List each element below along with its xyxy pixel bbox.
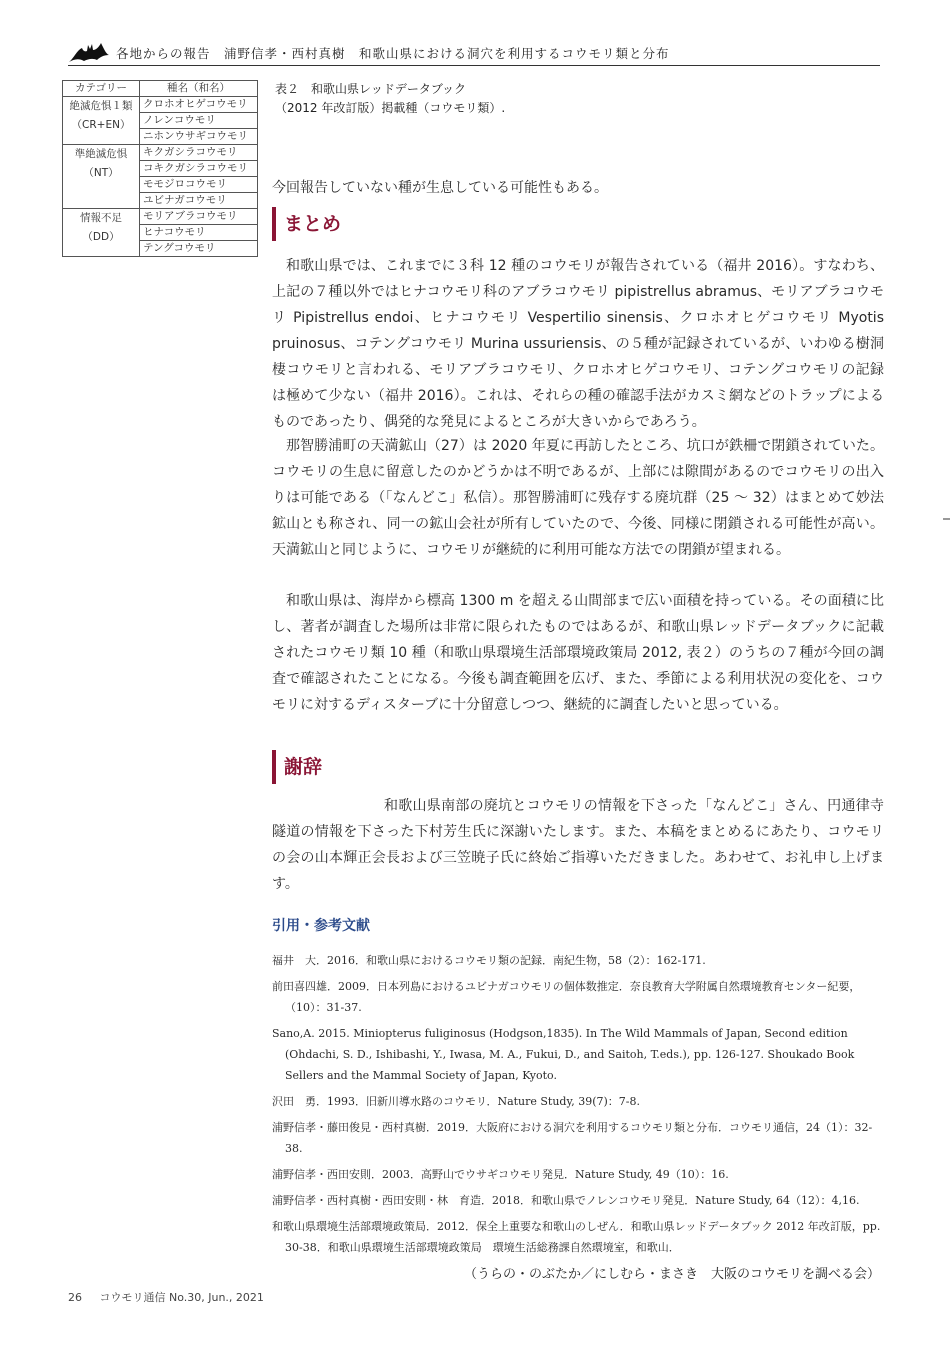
- category-cell: [63, 97, 140, 145]
- summary-paragraph: 那智勝浦町の天満鉱山（27）は 2020 年夏に再訪したところ、坑口が鉄柵で閉鎖されていた。コウモリの生息に留意したのかどうかは不明であるが、上部には隙間があるのでコウモリの出入りは可能である（「なんどこ」私信）。那智勝浦町に残存する廃坑群（25 ～ 32）はまとめて妙法鉱山とも称され、同一の鉱山会社が所有していたので、今後、同様に閉鎖される可能性が高い。天満鉱山と同じように、コウモリが継続的に利用可能な方法での閉鎖が望まれる。: [272, 438, 884, 558]
- intro-line: 今回報告していない種が生息している可能性もある。: [272, 180, 608, 196]
- journal-info: コウモリ通信 No.30, Jun., 2021: [99, 1291, 264, 1304]
- species-cell: ヒナコウモリ: [140, 225, 258, 241]
- category-cell: [63, 209, 140, 257]
- category-code: （CR+EN）: [71, 119, 131, 131]
- page-footer: [68, 1289, 278, 1305]
- caption-line: 表２ 和歌山県レッドデータブック: [275, 82, 467, 96]
- species-cell: モモジロコウモリ: [140, 177, 258, 193]
- reference-item: Sano,A. 2015. Miniopterus fuliginosus (Hodgson,1835). In The Wild Mammals of Japan, Second edition (Ohdachi, S. D., Ishibashi, Y., Iwasa, M. A., Fukui, D., and Saitoh, T.eds.), pp. 126-127. Shoukado Book Sellers and the Mammal Society of Japan, Kyoto.: [272, 1027, 855, 1082]
- reference-item: 浦野信孝・藤田俊見・西村真樹．2019．大阪府における洞穴を利用するコウモリ類と分布．コウモリ通信，24（1）：32-38.: [272, 1121, 873, 1155]
- section-heading-summary: まとめ: [272, 207, 341, 241]
- category-name: 情報不足: [80, 212, 122, 224]
- table-row: [63, 145, 258, 161]
- bat-icon: [68, 40, 110, 64]
- species-cell: ユビナガコウモリ: [140, 193, 258, 209]
- header-rule: [68, 65, 880, 66]
- table-caption: [275, 80, 505, 118]
- reference-item: 浦野信孝・西村真樹・西田安則・林 育造．2018．和歌山県でノレンコウモリ発見．Nature Study, 64（12）：4,16.: [272, 1194, 860, 1207]
- table-row: [63, 97, 258, 113]
- species-cell: コキクガシラコウモリ: [140, 161, 258, 177]
- author-affiliation: （うらの・のぶたか／にしむら・まさき 大阪のコウモリを調べる会）: [463, 1267, 880, 1282]
- category-name: 準絶滅危惧: [74, 148, 128, 160]
- table-head-category: カテゴリー: [63, 81, 140, 97]
- reference-item: 沢田 勇．1993．旧新川導水路のコウモリ．Nature Study, 39(7)：7-8.: [272, 1095, 641, 1108]
- references-heading: 引用・参考文献: [272, 918, 370, 934]
- caption-line: （2012 年改訂版）掲載種（コウモリ類）.: [275, 101, 506, 115]
- reference-item: 和歌山県環境生活部環境政策局．2012．保全上重要な和歌山のしぜん．和歌山県レッドデータブック 2012 年改訂版，pp. 30-38．和歌山県環境生活部環境政策局 環境生活総務課自然環境室，和歌山．: [272, 1220, 881, 1254]
- page-number: 26: [68, 1291, 82, 1304]
- table-row: [63, 209, 258, 225]
- margin-mark: [943, 518, 950, 520]
- section-heading-acknowledgments: 謝辞: [272, 750, 322, 784]
- category-name: 絶滅危惧１類: [69, 100, 133, 112]
- species-cell: ノレンコウモリ: [140, 113, 258, 129]
- reference-item: 前田喜四雄．2009．日本列島におけるユビナガコウモリの個体数推定．奈良教育大学附属自然環境教育センター紀要，（10）：31-37.: [272, 980, 861, 1014]
- page-header: [68, 40, 880, 66]
- reference-item: 福井 大．2016．和歌山県におけるコウモリ類の記録．南紀生物，58（2）：162-171.: [272, 954, 706, 967]
- table-header-row: [63, 81, 258, 97]
- red-data-table: [62, 80, 258, 257]
- category-code: （NT）: [83, 167, 119, 179]
- reference-item: 浦野信孝・西田安則．2003．高野山でウサギコウモリ発見．Nature Study, 49（10）：16.: [272, 1168, 729, 1181]
- category-code: （DD）: [82, 231, 120, 243]
- summary-paragraph: 和歌山県では、これまでに３科 12 種のコウモリが報告されている（福井 2016）。すなわち、上記の７種以外ではヒナコウモリ科のアブラコウモリ pipistrellus abramus、モリアブラコウモリ Pipistrellus endoi、ヒナコウモリ Vespertilio sinensis、クロホオヒゲコウモリ Myotis pruinosus、コテングコウモリ Murina ussuriensis、の５種が記録されているが、いわゆる樹洞棲コウモリと言われる、モリアブラコウモリ、クロホオヒゲコウモリ、コテングコウモリの記録は極めて少ない（福井 2016）。これは、それらの種の確認手法がカスミ網などのトラップによるものであったり、偶発的な発見によるところが大きいからであろう。: [272, 258, 884, 430]
- summary-paragraph: 和歌山県は、海岸から標高 1300 m を超える山間部まで広い面積を持っている。その面積に比し、著者が調査した場所は非常に限られたものではあるが、和歌山県レッドデータブックに記載されたコウモリ類 10 種（和歌山県環境生活部環境政策局 2012, 表２）のうちの７種が今回の調査で確認されたことになる。今後も調査範囲を広げ、また、季節による利用状況の変化を、コウモリに対するディスターブに十分留意しつつ、継続的に調査したいと思っている。: [272, 593, 884, 713]
- table-head-species: 種名（和名）: [140, 81, 258, 97]
- references-list: [272, 950, 884, 1263]
- category-cell: [63, 145, 140, 209]
- species-cell: ニホンウサギコウモリ: [140, 129, 258, 145]
- species-cell: モリアブラコウモリ: [140, 209, 258, 225]
- species-cell: クロホオヒゲコウモリ: [140, 97, 258, 113]
- header-title: 各地からの報告 浦野信孝・西村真樹 和歌山県における洞穴を利用するコウモリ類と分布: [116, 46, 670, 61]
- acknowledgment-paragraph: 和歌山県南部の廃坑とコウモリの情報を下さった「なんどこ」さん、円通律寺隧道の情報を下さった下村芳生氏に深謝いたします。また、本稿をまとめるにあたり、コウモリの会の山本輝正会長および三笠暁子氏に終始ご指導いただきました。あわせて、お礼申し上げます。: [272, 798, 884, 892]
- species-cell: キクガシラコウモリ: [140, 145, 258, 161]
- species-cell: テングコウモリ: [140, 241, 258, 257]
